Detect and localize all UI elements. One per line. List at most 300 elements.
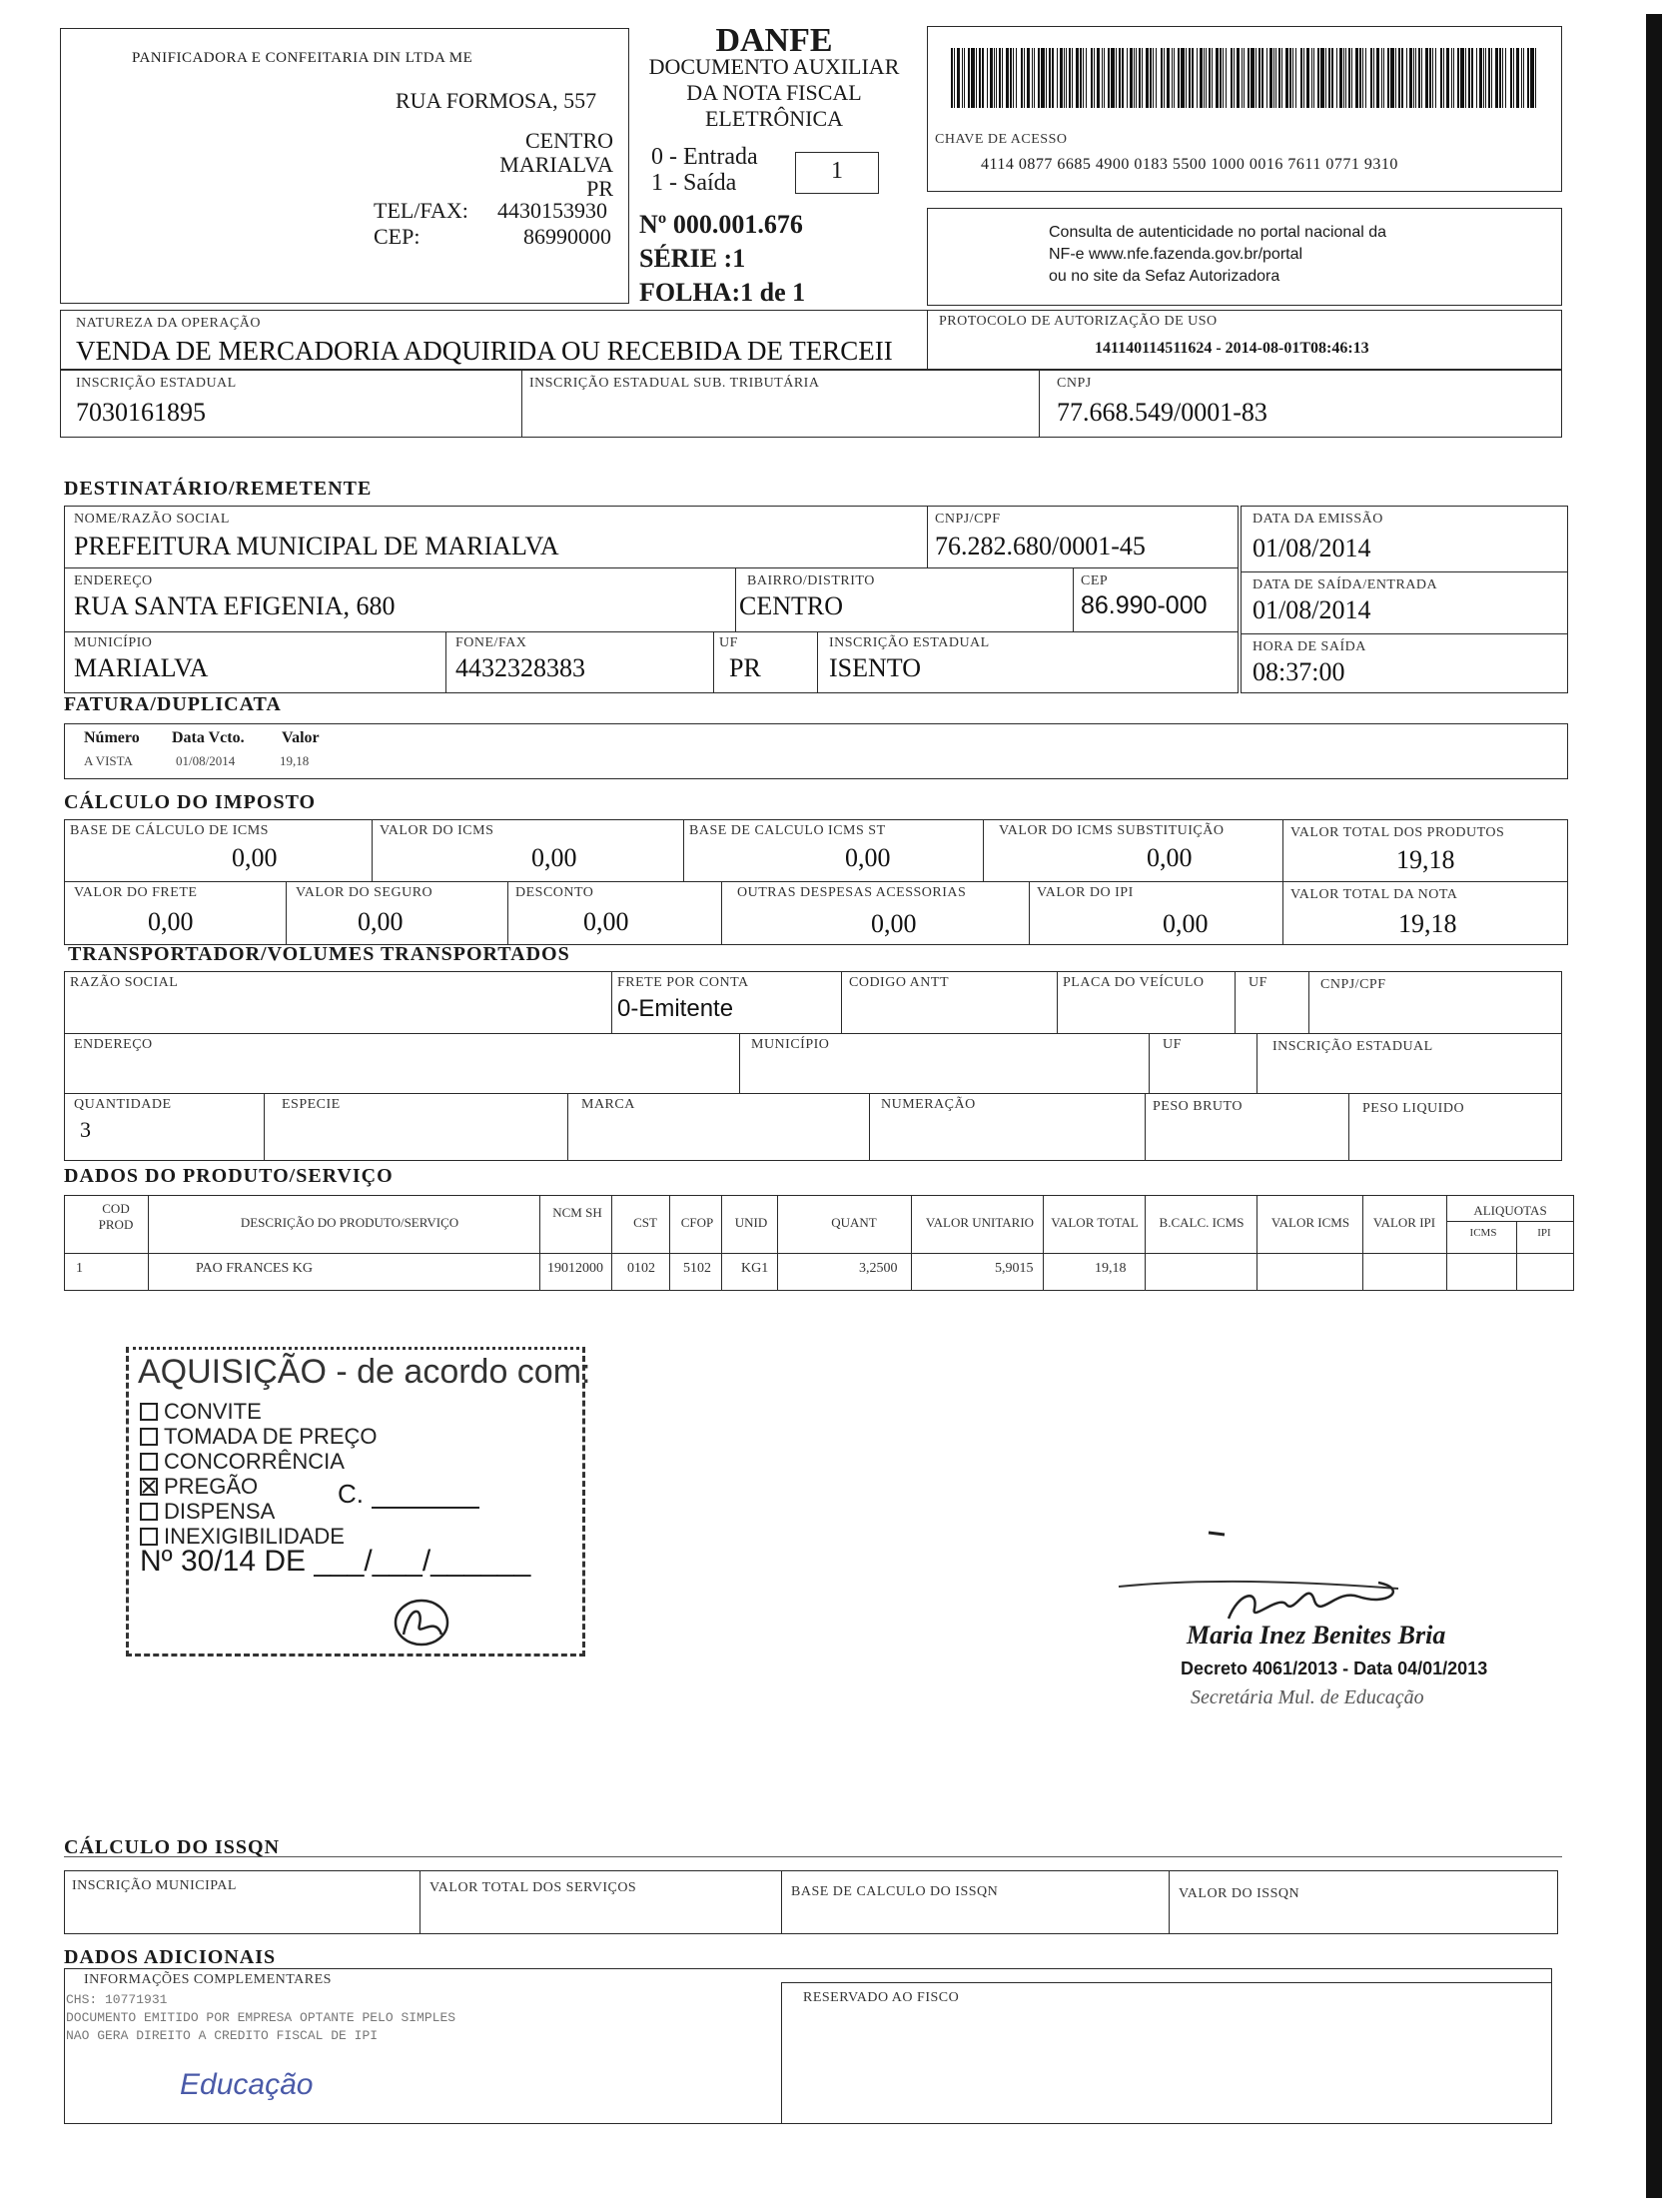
barcode-bar [1485,48,1486,108]
info-line2: DOCUMENTO EMITIDO POR EMPRESA OPTANTE PELO SIMPLES [66,2010,456,2025]
barcode-bar [1111,48,1115,108]
barcode-bar [1471,48,1473,108]
ie-divider-2 [1039,370,1040,438]
dest-hline-2 [64,631,1239,632]
stamp-item [140,1499,275,1525]
barcode-bar [1119,48,1121,108]
prod-unid: KG1 [741,1261,769,1276]
barcode-bar [1435,48,1436,108]
barcode-bar [1339,48,1342,108]
frete-label: VALOR DO FRETE [74,885,198,900]
barcode-bar [1102,48,1103,108]
info-line1: CHS: 10771931 [66,1992,168,2007]
info-line3: NAO GERA DIREITO A CREDITO FISCAL DE IPI [66,2028,379,2043]
imposto-section: CÁLCULO DO IMPOSTO [64,791,317,813]
outras-label: OUTRAS DESPESAS ACESSORIAS [737,885,967,900]
emitente-uf: PR [586,176,613,201]
issqn-bc-label: BASE DE CALCULO DO ISSQN [791,1884,999,1899]
barcode-bar [1336,48,1337,108]
danfe-tipo: 1 [831,158,843,184]
barcode-bar [1278,48,1280,108]
imposto-v5 [286,881,287,945]
barcode-bar [1376,48,1379,108]
barcode-bar [1390,48,1394,108]
fatura-h-data: Data Vcto. [172,729,245,746]
barcode-bar [1156,48,1157,108]
barcode-bar [1226,48,1227,108]
transp-v8 [1256,1033,1257,1093]
icms-st: 0,00 [1147,843,1193,872]
ie-divider-1 [521,370,522,438]
ie-label: INSCRIÇÃO ESTADUAL [76,376,237,391]
stamp-item-label: PREGÃO [164,1474,259,1499]
barcode-bar [1381,48,1382,108]
stamp-c-line [372,1507,479,1509]
barcode-bar [1209,48,1211,108]
prod-h-aliq: ALIQUOTAS [1473,1203,1547,1218]
danfe-line3: ELETRÔNICA [704,106,844,131]
barcode-bar [1483,48,1484,108]
ipi: 0,00 [1163,909,1209,938]
protocolo-value: 141140114511624 - 2014-08-01T08:46:13 [1095,340,1369,357]
consulta-line3: ou no site da Sefaz Autorizadora [1049,268,1280,285]
issqn-valor-label: VALOR DO ISSQN [1179,1886,1300,1901]
seguro-label: VALOR DO SEGURO [296,885,433,900]
icms: 0,00 [531,843,577,872]
dest-emissao: 01/08/2014 [1253,534,1371,562]
barcode-bar [1457,48,1459,108]
barcode-bar [1220,48,1222,108]
transp-uf-label: UF [1249,975,1267,990]
barcode-bar [1251,48,1255,108]
barcode-bar [1465,48,1466,108]
barcode-bar [1343,48,1344,108]
barcode-bar [994,48,995,108]
product-column-divider [611,1195,612,1291]
prod-h-desc: DESCRIÇÃO DO PRODUTO/SERVIÇO [240,1215,459,1230]
dest-ie-label: INSCRIÇÃO ESTADUAL [829,635,990,650]
prod-cfop: 5102 [683,1261,711,1276]
barcode-bar [1242,48,1243,108]
barcode-bar [1052,48,1054,108]
barcode-bar [1476,48,1477,108]
barcode-bar [962,48,963,108]
barcode-bar [1034,48,1035,108]
barcode-bar [968,48,970,108]
barcode-bar [1328,48,1330,108]
fatura-valor: 19,18 [280,753,310,768]
barcode-bar [1535,48,1536,108]
barcode-bar [1451,48,1452,108]
barcode-bar [1108,48,1110,108]
prod-h-vipi: VALOR IPI [1372,1215,1436,1230]
barcode-bar [1016,48,1017,108]
barcode-bar [1275,48,1276,108]
product-column-divider [721,1195,722,1291]
prod-vunit: 5,9015 [995,1261,1034,1276]
ipi-label: VALOR DO IPI [1037,885,1134,900]
barcode-bar [1446,48,1449,108]
barcode-bar [1370,48,1372,108]
fatura-data: 01/08/2014 [176,753,236,768]
barcode-bar [1146,48,1149,108]
transp-h2 [64,1093,1562,1094]
product-column-divider [539,1195,540,1291]
datas-hline-2 [1241,633,1568,634]
dest-vline-fone [445,631,446,693]
ie-value: 7030161895 [76,398,206,427]
barcode-bar [1521,48,1522,108]
barcode-bar [1258,48,1260,108]
transp-frete-label: FRETE POR CONTA [617,975,749,990]
transp-v1 [611,971,612,1033]
imposto-hline [64,881,1568,882]
chave-value: 4114 0877 6685 4900 0183 5500 1000 0016 7611 0771 9310 [981,156,1398,173]
issqn-top-rule [64,1856,1562,1857]
aliquotas-subline [1446,1221,1574,1222]
dest-bairro-label: BAIRRO/DISTRITO [747,573,875,588]
danfe-folha: FOLHA:1 de 1 [639,278,806,307]
barcode-bar [1285,48,1288,108]
barcode-bar [1186,48,1187,108]
barcode-bar [1351,48,1352,108]
stamp-c-label: C. [338,1479,364,1509]
barcode-bar [1212,48,1213,108]
barcode-bar [1244,48,1245,108]
barcode-bar [1348,48,1350,108]
barcode-bar [1269,48,1272,108]
barcode-bar [1072,48,1073,108]
stamp-rubrica-icon [386,1595,455,1651]
barcode-bar [1080,48,1082,108]
barcode-bar [1038,48,1040,108]
dest-endereco: RUA SANTA EFIGENIA, 680 [74,591,396,620]
checked-box-icon [140,1478,158,1496]
fatura-h-numero: Número [84,729,140,746]
barcode-bar [1178,48,1180,108]
prod-h-unid: UNID [734,1215,768,1230]
barcode-bar [1069,48,1071,108]
issqn-im-label: INSCRIÇÃO MUNICIPAL [72,1878,237,1893]
checkbox-icon [140,1528,158,1546]
prod-h-vunit: VALOR UNITARIO [925,1215,1035,1230]
product-column-divider [1446,1195,1447,1291]
icms-label: VALOR DO ICMS [380,823,494,838]
transp-ie-label: INSCRIÇÃO ESTADUAL [1272,1039,1433,1054]
barcode-bar [1161,48,1163,108]
barcode-bar [1027,48,1030,108]
fatura-section: FATURA/DUPLICATA [64,693,282,715]
transp-peso-bruto-label: PESO BRUTO [1153,1099,1243,1114]
barcode-bar [954,48,955,108]
danfe-line1: DOCUMENTO AUXILIAR [648,54,900,79]
barcode-bar [996,48,997,108]
prod-cod: 1 [76,1261,83,1276]
barcode-bar [1234,48,1235,108]
barcode-bar [1167,48,1170,108]
transp-v10 [567,1093,568,1161]
adicionais-section: DADOS ADICIONAIS [64,1946,277,1968]
transp-v4 [1235,971,1236,1033]
checkbox-icon [140,1428,158,1446]
signature-decreto: Decreto 4061/2013 - Data 04/01/2013 [1181,1659,1488,1678]
transp-v11 [869,1093,870,1161]
barcode-bar [1136,48,1137,108]
barcode-bar [1066,48,1067,108]
emitente-nome: PANIFICADORA E CONFEITARIA DIN LTDA ME [132,50,473,66]
transp-uf2-label: UF [1163,1037,1182,1052]
ie-st-label: INSCRIÇÃO ESTADUAL SUB. TRIBUTÁRIA [529,376,820,391]
barcode-bar [1460,48,1464,108]
barcode-bar [1468,48,1470,108]
emitente-cep: 86990000 [523,224,611,249]
dest-fone-label: FONE/FAX [455,635,527,650]
transp-peso-liq-label: PESO LIQUIDO [1362,1101,1465,1116]
barcode-bar [1401,48,1403,108]
product-column-divider [1362,1195,1363,1291]
barcode-bar [1116,48,1117,108]
stamp-item-label: CONCORRÊNCIA [164,1449,345,1474]
barcode-bar [1273,48,1274,108]
stamp-item [140,1449,345,1475]
transporte-section: TRANSPORTADOR/VOLUMES TRANSPORTADOS [68,943,570,965]
seguro: 0,00 [358,907,404,936]
dest-hline-1 [64,567,1239,568]
issqn-v2 [781,1870,782,1934]
barcode-bar [1130,48,1133,108]
prod-h-cst: CST [633,1215,657,1230]
prod-h-vtotal: VALOR TOTAL [1051,1215,1139,1230]
barcode-bar [1530,48,1534,108]
danfe-saida: 1 - Saída [651,170,737,196]
barcode-bar [1331,48,1333,108]
total-nota-label: VALOR TOTAL DA NOTA [1290,887,1458,902]
emitente-cep-label: CEP: [374,224,420,249]
dest-saida-label: DATA DE SAÍDA/ENTRADA [1253,577,1438,592]
barcode-bar [1261,48,1263,108]
barcode-bar [1134,48,1135,108]
transp-qtd: 3 [80,1117,91,1142]
barcode-bar [976,48,977,108]
barcode-bar [951,48,953,108]
icms-st-label: VALOR DO ICMS SUBSTITUIÇÃO [999,823,1225,838]
barcode-bar [1325,48,1326,108]
stamp-item-label: CONVITE [164,1399,262,1424]
barcode-bar [1502,48,1503,108]
barcode-bar [1223,48,1224,108]
info-manuscrito: Educação [180,2068,314,2101]
signature-icon [1109,1519,1428,1629]
barcode-bar [1289,48,1291,108]
transp-especie-label: ESPECIE [282,1097,341,1112]
barcode-bar [964,48,965,108]
barcode-bar [1216,48,1219,108]
barcode-bar [1425,48,1428,108]
prod-h-quant: QUANT [831,1215,877,1230]
transp-v3 [1057,971,1058,1033]
frete: 0,00 [148,907,194,936]
danfe-entrada: 0 - Entrada [651,144,758,170]
transp-v6 [739,1033,740,1093]
dest-uf-label: UF [719,635,738,650]
imposto-v7 [721,881,722,945]
product-column-divider [669,1195,670,1291]
dest-vline-ie [817,631,818,693]
barcode-bar [1292,48,1293,108]
desconto: 0,00 [583,907,629,936]
bc-icms-label: BASE DE CÁLCULO DE ICMS [70,823,269,838]
desconto-label: DESCONTO [515,885,594,900]
barcode-bar [1127,48,1128,108]
barcode-bar [1174,48,1175,108]
protocolo-divider [927,310,928,370]
transp-h1 [64,1033,1562,1034]
prod-h-cod: COD PROD [98,1201,134,1232]
dest-endereco-label: ENDEREÇO [74,573,153,588]
destinatario-section: DESTINATÁRIO/REMETENTE [64,478,373,500]
barcode-bar [1359,48,1361,108]
fatura-numero: A VISTA [84,753,133,768]
barcode-bar [1076,48,1079,108]
barcode-bar [1248,48,1250,108]
barcode-bar [1395,48,1396,108]
checkbox-icon [140,1403,158,1421]
prod-h-cfop: CFOP [680,1215,714,1230]
prod-hline [64,1253,1574,1254]
transporte-box [64,971,1562,1161]
barcode-bar [1418,48,1420,108]
barcode-bar [957,48,960,108]
barcode-bar [1164,48,1165,108]
barcode-bar [1094,48,1095,108]
product-column-divider [1256,1195,1257,1291]
dest-municipio: MARIALVA [74,653,209,682]
dest-municipio-label: MUNICÍPIO [74,635,153,650]
transp-frete: 0-Emitente [617,995,734,1022]
barcode-bar [1057,48,1058,108]
barcode-bar [1204,48,1205,108]
danfe-title: DANFE [715,22,833,59]
transp-municipio-label: MUNICÍPIO [751,1037,830,1052]
barcode-bar [1355,48,1358,108]
dest-hora-label: HORA DE SAÍDA [1253,639,1366,654]
barcode-bar [1206,48,1207,108]
barcode-bar [971,48,975,108]
product-column-divider [1043,1195,1044,1291]
barcode-bar [1505,48,1506,108]
prod-h-aliq-ipi: IPI [1537,1227,1551,1239]
chave-label: CHAVE DE ACESSO [935,132,1068,147]
transp-cnpj-label: CNPJ/CPF [1320,977,1386,992]
danfe-line2: DA NOTA FISCAL [686,80,862,105]
dest-cep: 86.990-000 [1081,591,1208,619]
dest-vline-cnpj [927,506,928,567]
barcode-bar [1362,48,1363,108]
barcode-bar [1192,48,1194,108]
barcode-bar [1032,48,1033,108]
barcode-bar [990,48,993,108]
barcode-bar [1311,48,1312,108]
barcode-bar [1383,48,1384,108]
emitente-endereco: RUA FORMOSA, 557 [396,88,597,113]
barcode-bar [1345,48,1346,108]
barcode-bar [1013,48,1014,108]
total-prod: 19,18 [1396,845,1455,874]
imposto-v4 [1282,819,1283,945]
barcode-bar [982,48,984,108]
barcode-bar [1398,48,1400,108]
stamp-item [140,1424,378,1450]
product-column-divider [1145,1195,1146,1291]
barcode-bar [1139,48,1141,108]
barcode-bar [1197,48,1198,108]
transp-v9 [264,1093,265,1161]
issqn-section: CÁLCULO DO ISSQN [64,1836,281,1858]
barcode-bar [1303,48,1304,108]
prod-h-ncm: NCM SH [552,1205,602,1220]
barcode-bar [1421,48,1422,108]
barcode-bar [1006,48,1009,108]
barcode [951,48,1540,108]
emitente-tel-label: TEL/FAX: [374,198,468,223]
barcode-bar [979,48,981,108]
barcode-bar [1491,48,1492,108]
barcode-bar [1231,48,1233,108]
barcode-bar [1413,48,1414,108]
barcode-bar [1495,48,1498,108]
transp-v2 [841,971,842,1033]
barcode-bar [1516,48,1519,108]
stamp-numero: Nº 30/14 DE ___/___/______ [140,1545,531,1578]
dest-fone: 4432328383 [455,653,585,682]
dest-saida: 01/08/2014 [1253,595,1371,624]
barcode-bar [1002,48,1003,108]
transp-placa-label: PLACA DO VEÍCULO [1063,975,1205,990]
imposto-v1 [372,819,373,881]
prod-ncm: 19012000 [547,1261,603,1276]
barcode-bar [1181,48,1185,108]
transp-marca-label: MARCA [581,1097,635,1112]
product-column-divider [148,1195,149,1291]
barcode-bar [1387,48,1389,108]
adicionais-divider [781,1982,782,2124]
barcode-bar [1409,48,1412,108]
barcode-bar [1064,48,1065,108]
barcode-bar [1499,48,1501,108]
transp-v12 [1145,1093,1146,1161]
stamp-item [140,1474,258,1500]
dest-nome-label: NOME/RAZÃO SOCIAL [74,512,230,527]
barcode-bar [1266,48,1267,108]
prod-cst: 0102 [627,1261,655,1276]
dest-hora: 08:37:00 [1253,657,1345,686]
barcode-bar [1510,48,1512,108]
transp-qtd-label: QUANTIDADE [74,1097,172,1112]
barcode-bar [1365,48,1366,108]
protocolo-label: PROTOCOLO DE AUTORIZAÇÃO DE USO [939,314,1218,329]
issqn-v1 [419,1870,420,1934]
barcode-bar [1021,48,1023,108]
issqn-v3 [1169,1870,1170,1934]
barcode-bar [1432,48,1433,108]
bc-icms: 0,00 [232,843,278,872]
barcode-bar [1010,48,1012,108]
barcode-bar [1086,48,1087,108]
product-column-divider [777,1195,778,1291]
imposto-v2 [683,819,684,881]
barcode-bar [1415,48,1416,108]
dest-vline-uf [713,631,714,693]
